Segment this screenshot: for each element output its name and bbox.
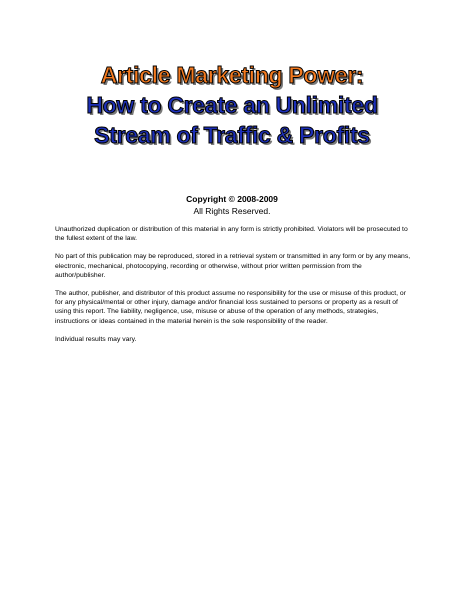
title-block [0, 60, 464, 150]
paragraph-liability: The author, publisher, and distributor of this product assume no responsibility for the use or misuse of this product, or for any physical/mental or other injury, damage and/or financial loss sustained to persons or property as a result of using this report. The liability, negligence, use, misuse or abuse of the operation of any methods, strategies, instructions or ideas contained in the material herein is the sole responsibility of the reader. [55, 290, 406, 325]
paragraph-results: Individual results may vary. [55, 335, 137, 343]
title-line-3: Stream of Traffic & Profits [94, 122, 370, 148]
title-line-2: How to Create an Unlimited [86, 92, 378, 118]
copyright-notice: Copyright © 2008-2009 [186, 194, 278, 204]
copyright-block [0, 193, 464, 217]
legal-text [55, 225, 413, 353]
title-line-1: Article Marketing Power: [100, 62, 364, 88]
paragraph-reproduction: No part of this publication may be reproduced, stored in a retrieval system or transmitted in any form or by any means, electronic, mechanical, photocopying, recording or otherwise, without prior written permission from the author/publisher. [55, 253, 411, 279]
paragraph-unauthorized: Unauthorized duplication or distribution of this material in any form is strictly prohibited. Violators will be prosecuted to the fullest extent of the law. [55, 226, 408, 243]
rights-reserved: All Rights Reserved. [193, 206, 271, 216]
